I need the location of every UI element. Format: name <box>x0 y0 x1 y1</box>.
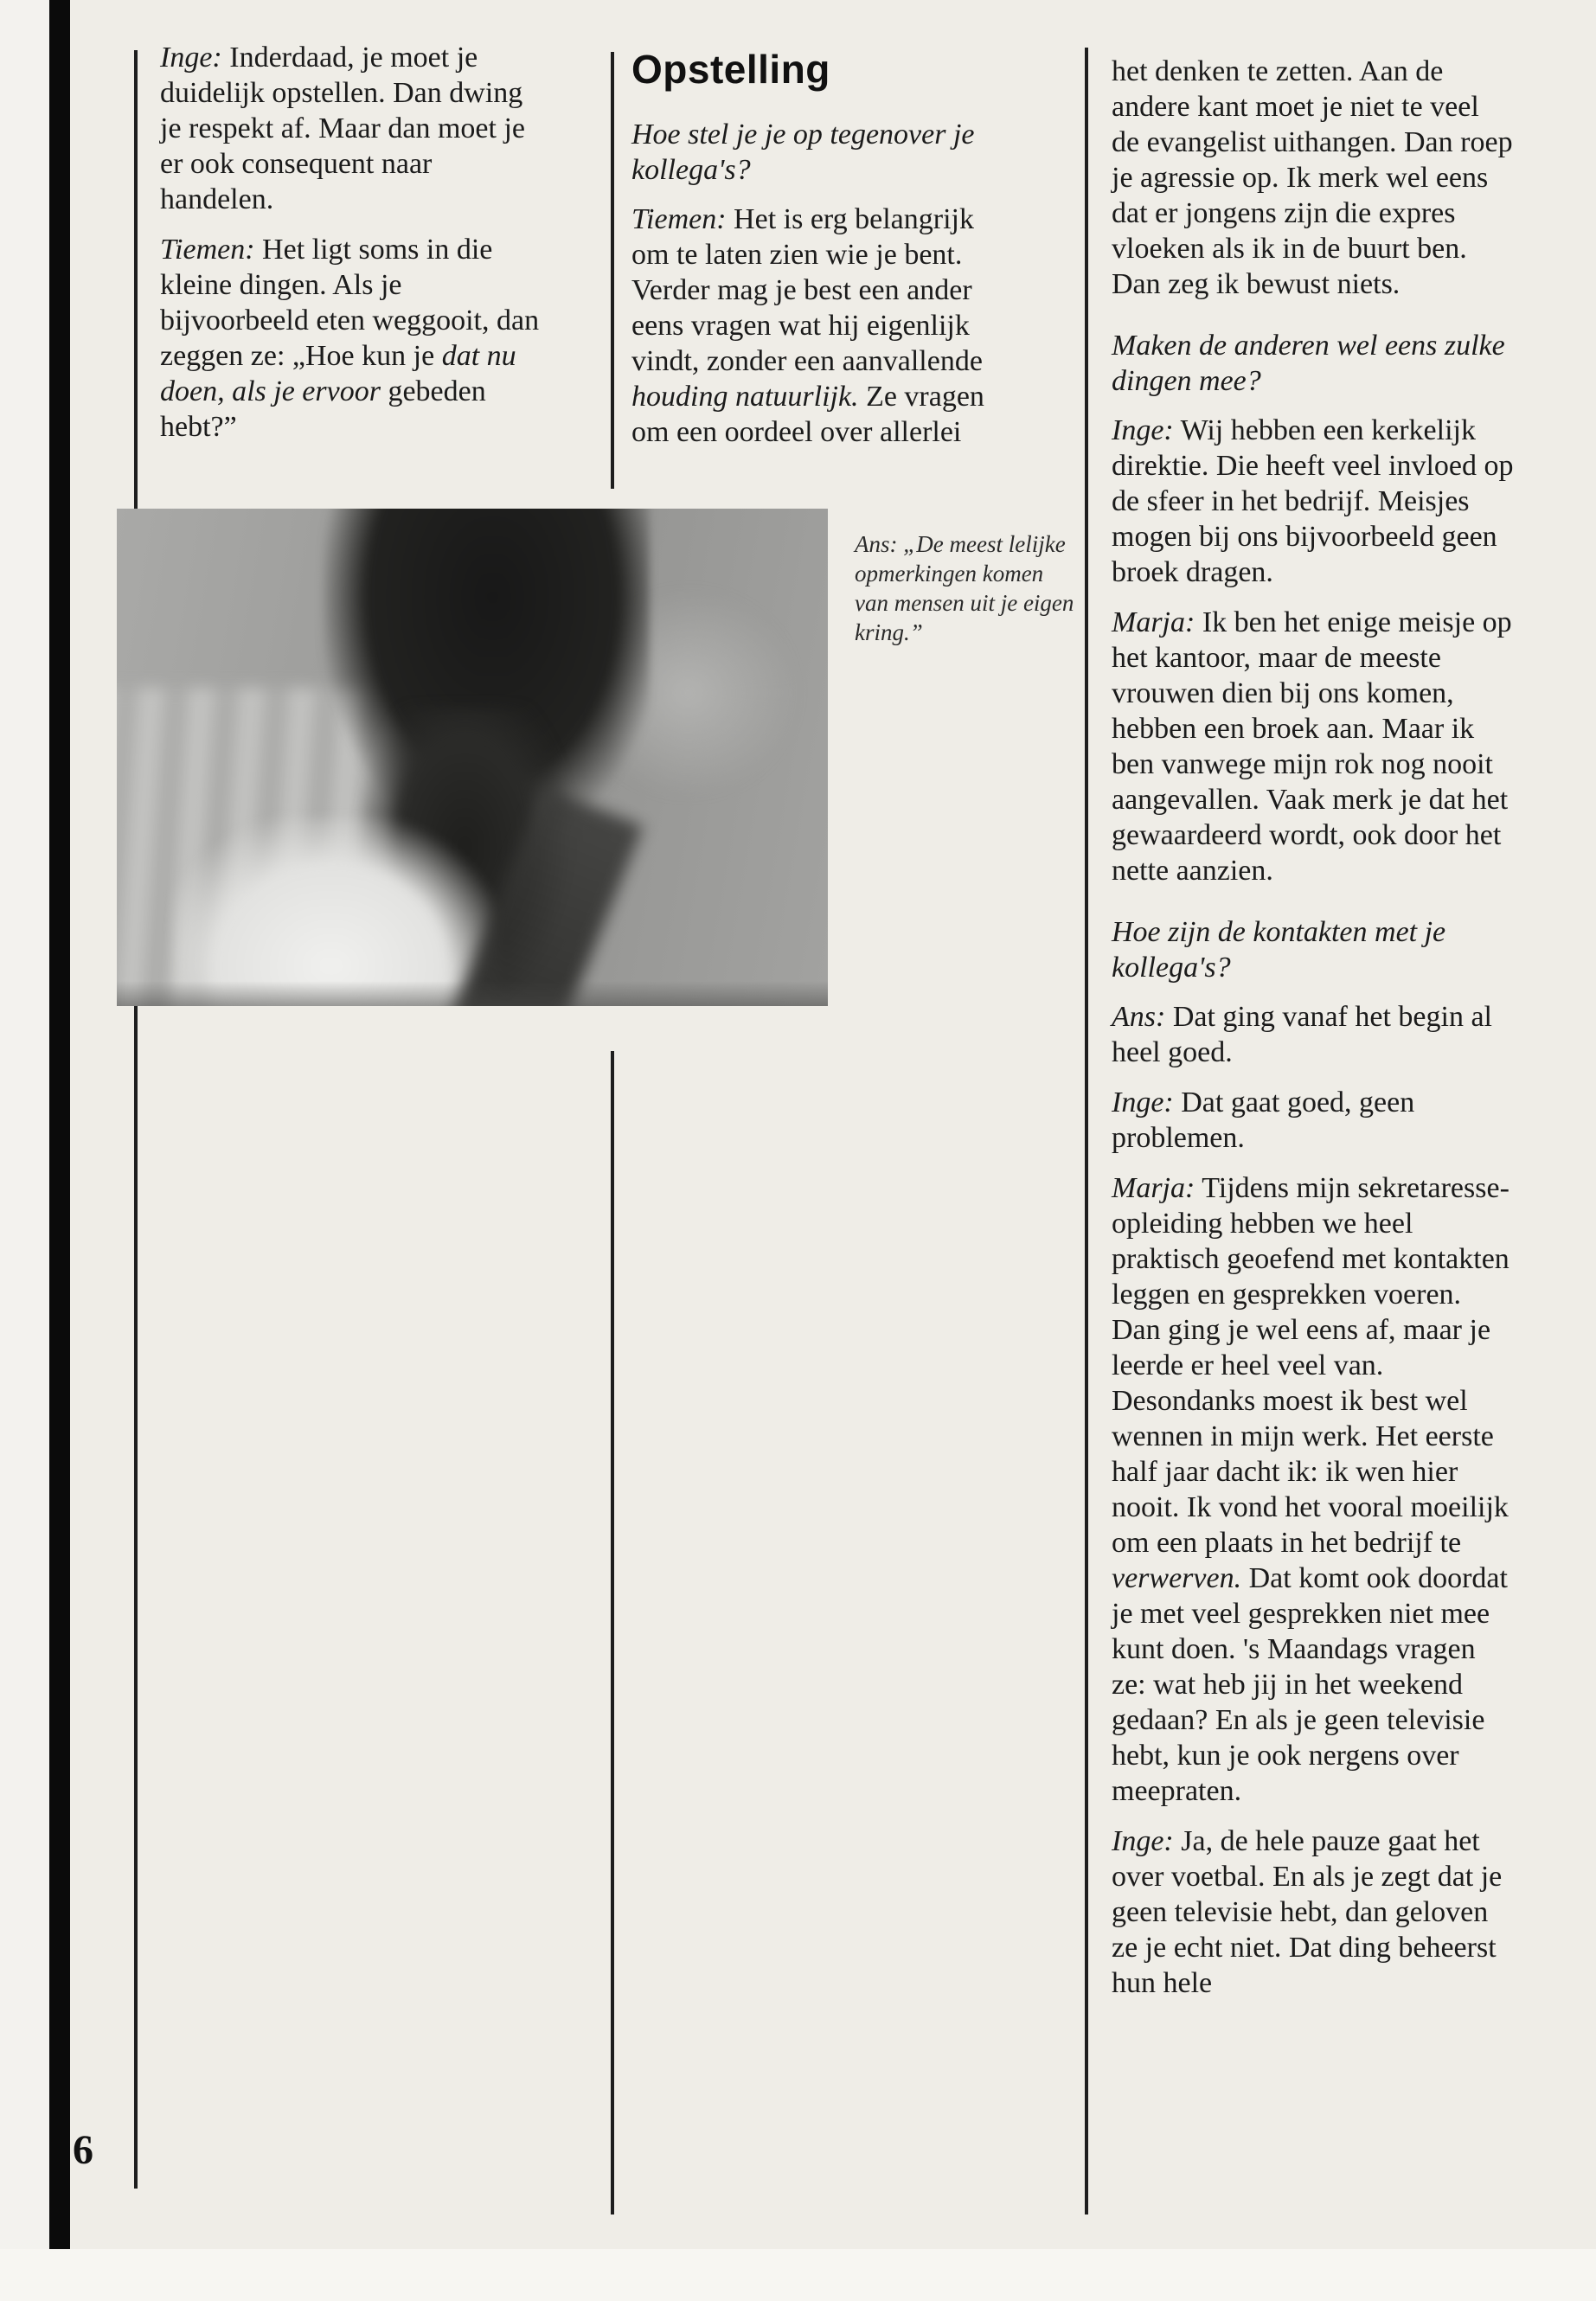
scan-bottom-edge <box>0 2249 1596 2301</box>
paragraph <box>631 202 1018 450</box>
paragraph <box>1112 413 1514 590</box>
text-segment: Het is erg belangrijk om te laten zien wie je bent. Verder mag je best een ander eens vragen wat hij eigenlijk vindt, zonder een aanvallende <box>631 203 983 377</box>
interview-portrait-photo <box>117 509 828 1006</box>
paragraph <box>160 232 547 445</box>
column-2-top <box>631 48 1018 465</box>
italic-segment: Hoe zijn de kontakten met je kollega's? <box>1112 916 1446 984</box>
italic-segment: Tiemen: <box>160 234 255 266</box>
italic-segment: Inge: <box>1112 414 1174 446</box>
paragraph <box>1112 54 1514 302</box>
text-segment: Wij hebben een kerkelijk direktie. Die heeft veel invloed op de sfeer in het bedrijf. Meisjes mogen bij ons bijvoorbeeld geen broek dragen. <box>1112 414 1514 588</box>
text-segment: Dat gaat goed, geen problemen. <box>1112 1086 1415 1154</box>
italic-segment: Inge: <box>1112 1825 1174 1857</box>
italic-segment: Inge: <box>1112 1086 1174 1118</box>
page-number: 6 <box>73 2127 93 2173</box>
interview-question <box>631 117 1018 188</box>
paragraph <box>1112 1085 1514 1156</box>
scan-left-edge <box>0 0 49 2301</box>
italic-segment: Ans: <box>1112 1001 1166 1033</box>
text-segment: Dat komt ook doordat je met veel gesprekken niet mee kunt doen. 's Maandags vragen ze: wat heb jij in het weekend gedaan? En als je geen televisie hebt, kun je ook nergens over meepraten. <box>1112 1562 1508 1807</box>
paragraph <box>1112 605 1514 888</box>
column-1-top <box>160 40 547 459</box>
margin-rule <box>134 50 138 2189</box>
italic-segment: dat nu doen, als je ervoor <box>160 340 516 407</box>
text-segment: Inderdaad, je moet je duidelijk opstellen. Dan dwing je respekt af. Maar dan moet je er ook consequent naar handelen. <box>160 42 525 215</box>
column-rule-1-2-bottom <box>611 1051 614 2214</box>
column-rule-2-3 <box>1085 48 1088 2214</box>
italic-segment: Ans: „De meest lelijke opmerkingen komen van mensen uit je eigen kring.” <box>855 531 1074 645</box>
italic-segment: Marja: <box>1112 606 1195 638</box>
column-3 <box>1112 54 1514 2016</box>
section-heading: Opstelling <box>631 47 830 92</box>
italic-segment: verwerven. <box>1112 1562 1242 1594</box>
text-segment: het denken te zetten. Aan de andere kant moet je niet te veel de evangelist uithangen. Dan roep je agressie op. Ik merk wel eens dat er jongens zijn die expres vloeken als ik in de buurt ben. Dan zeg ik bewust niets. <box>1112 55 1513 300</box>
photo-caption <box>855 529 1078 647</box>
paragraph <box>1112 999 1514 1070</box>
photo-white-shirt <box>174 817 501 1007</box>
text-segment: gebeden hebt?” <box>160 375 486 443</box>
text-segment: Ja, de hele pauze gaat het over voetbal. En als je zegt dat je geen televisie hebt, dan geloven ze je echt niet. Dat ding beheerst hun hele <box>1112 1825 1503 1999</box>
italic-segment: Inge: <box>160 42 222 74</box>
interview-question <box>1112 914 1514 985</box>
paragraph <box>1112 1170 1514 1809</box>
italic-segment: Maken de anderen wel eens zulke dingen mee? <box>1112 330 1505 397</box>
text-segment: Ze vragen om een oordeel over allerlei <box>631 381 984 448</box>
photo-bottom-shade <box>117 981 828 1006</box>
paragraph <box>1112 1823 1514 2001</box>
italic-segment: houding natuurlijk. <box>631 381 859 413</box>
binding-black-bar <box>49 0 70 2268</box>
text-segment: Tijdens mijn sekretaresse-opleiding hebben we heel praktisch geoefend met kontakten leggen en gesprekken voeren. Dan ging je wel eens af, maar je leerde er heel veel van. Desondanks moest ik best wel wennen in mijn werk. Het eerste half jaar dacht ik: ik wen hier nooit. Ik vond het vooral moeilijk om een plaats in het bedrijf te <box>1112 1172 1509 1559</box>
paragraph <box>160 40 547 217</box>
italic-segment: Hoe stel je je op tegenover je kollega's? <box>631 119 975 186</box>
italic-segment: Tiemen: <box>631 203 727 235</box>
interview-question <box>1112 328 1514 399</box>
italic-segment: Marja: <box>1112 1172 1195 1204</box>
text-segment: Ik ben het enige meisje op het kantoor, maar de meeste vrouwen dien bij ons komen, hebben een broek aan. Maar ik ben vanwege mijn rok nog nooit aangevallen. Vaak merk je dat het gewaardeerd wordt, ook door het nette aanzien. <box>1112 606 1512 887</box>
column-rule-1-2-top <box>611 52 614 489</box>
text-segment: Het ligt soms in die kleine dingen. Als je bijvoorbeeld eten weggooit, dan zeggen ze: „Hoe kun je <box>160 234 540 372</box>
text-segment: Dat ging vanaf het begin al heel goed. <box>1112 1001 1492 1068</box>
